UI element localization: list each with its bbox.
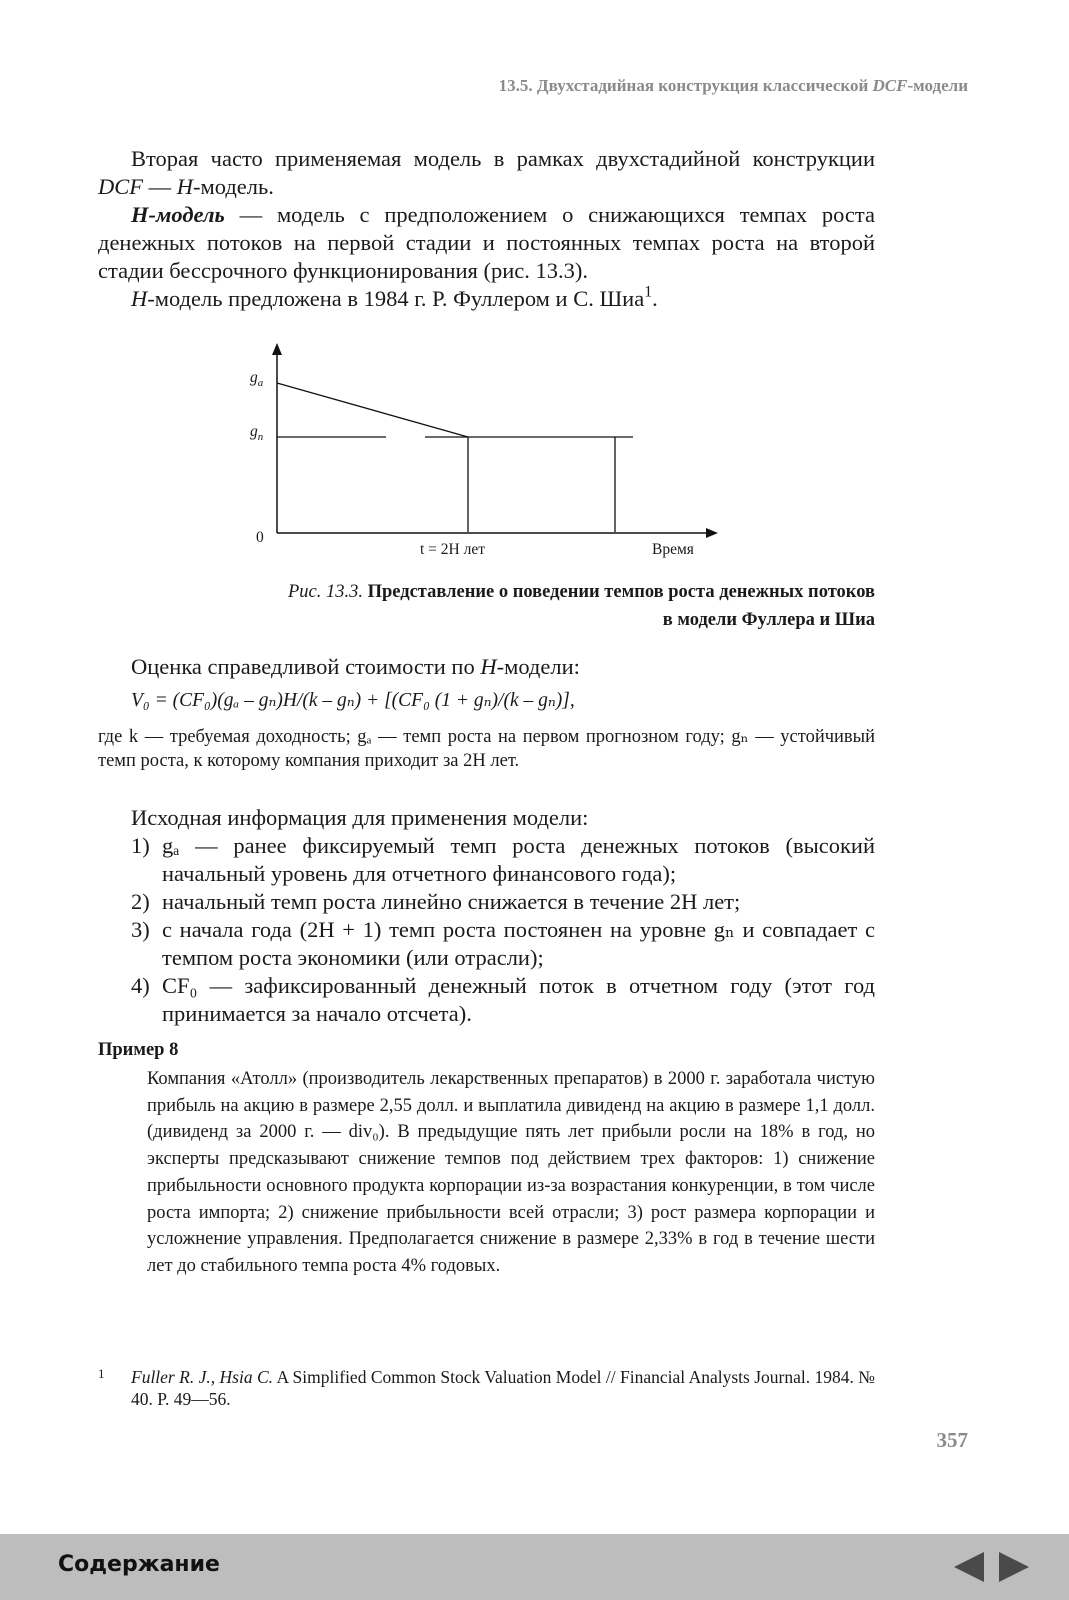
footnote-mark: 1 [98, 1366, 105, 1381]
origin-label: 0 [256, 529, 264, 546]
footnote-ref: 1 [644, 283, 653, 301]
formula-legend: где k — требуемая доходность; gₐ — темп роста на первом прогнозном году; gₙ — устойчивый темп роста, к которому компания приходит за 2H лет. [98, 727, 875, 771]
definition-term: H-модель [131, 202, 225, 227]
y-axis-arrow [272, 343, 282, 355]
text: -модель предложена в 1984 г. Р. Фуллером и С. Шиа [147, 286, 645, 311]
text: Вторая часто применяемая модель в рамках двухстадийной конструкции [131, 146, 875, 171]
triangle-right-icon [997, 1551, 1031, 1583]
list-item [98, 888, 875, 916]
history-paragraph [98, 285, 875, 313]
gn-label [250, 423, 263, 441]
list-item [98, 972, 875, 1028]
text-em: H [480, 654, 497, 679]
figure-caption [98, 578, 875, 634]
list-text: CF₀ — зафиксированный денежный поток в отчетном году (этот год принимается за начало отсчета). [162, 973, 875, 1026]
inputs-section [98, 804, 875, 1028]
caption-line-1: Представление о поведении темпов роста денежных потоков [362, 582, 875, 602]
text: Оценка справедливой стоимости по [131, 654, 481, 679]
valuation-section [98, 653, 875, 773]
running-title-suffix: -модели [907, 76, 968, 95]
list-item [98, 832, 875, 888]
caption-prefix: Рис. 13.3. [287, 582, 363, 602]
page-number: 357 [936, 1428, 968, 1452]
definition-text: — модель с предположением о снижающихся темпах роста денежных потоков на первой стадии и постоянных темпах роста на второй стадии бессрочного функционирования (рис. 13.3). [98, 202, 875, 283]
table-of-contents-link[interactable]: Содержание [58, 1552, 220, 1577]
list-text: с начала года (2H + 1) темп роста постоянен на уровне gₙ и совпадает с темпом роста экономики (или отрасли); [162, 917, 875, 970]
triangle-left-icon [952, 1551, 986, 1583]
list-number: 2) [131, 889, 150, 914]
time-axis-label: Время [652, 541, 694, 558]
text: — [143, 174, 177, 199]
running-title-dcf: DCF [872, 76, 908, 95]
footnote-text: A Simplified Common Stock Valuation Model // Financial Analysts Journal. 1984. № 40. P. 49—56. [131, 1367, 876, 1409]
list-text: начальный темп роста линейно снижается в течение 2H лет; [162, 889, 741, 914]
text: . [652, 286, 658, 311]
text-em: DCF [98, 174, 143, 199]
text: -модель. [193, 174, 274, 199]
definition-paragraph [98, 201, 875, 285]
list-item [98, 916, 875, 972]
list-number: 1) [131, 833, 150, 858]
intro-paragraph [98, 145, 875, 313]
ga-symbol: g [250, 369, 258, 386]
running-title [0, 76, 968, 96]
growth-diagram [240, 343, 730, 573]
text-em: H [176, 174, 193, 199]
footnote [98, 1366, 875, 1410]
inputs-intro: Исходная информация для применения модели: [131, 805, 589, 830]
previous-page-button[interactable] [952, 1551, 986, 1583]
gn-subscript: n [257, 430, 264, 443]
h-model-formula: V₀ = (CF₀)(gₐ – gₙ)H/(k – gₙ) + [(CF₀ (1 + gₙ)/(k – gₙ)], [131, 690, 575, 711]
valuation-intro [98, 653, 875, 681]
caption-line-2: в модели Фуллера и Шиа [662, 610, 875, 630]
figure-13-3 [240, 343, 730, 573]
list-number: 3) [131, 917, 150, 942]
bottom-navigation-bar [0, 1534, 1069, 1600]
ga-subscript: a [257, 376, 264, 389]
footnote-authors: Fuller R. J., Hsia C. [131, 1367, 274, 1387]
gn-symbol: g [250, 423, 258, 440]
running-title-prefix: 13.5. Двухстадийная конструкция классической [498, 76, 873, 95]
text: -модели: [496, 654, 580, 679]
x-axis-arrow [706, 528, 718, 538]
declining-growth-line [277, 383, 468, 437]
t-2h-label: t = 2H лет [420, 541, 486, 558]
example-body: Компания «Атолл» (производитель лекарственных препаратов) в 2000 г. заработала чистую прибыль на акцию в размере 2,55 долл. и выплатила дивиденд на акцию в размере 1,1 долл. (дивиденд за 2000 г. — div₀). В предыдущие пять лет прибыли росли на 18% в год, но эксперты предсказывают снижение темпов под действием трех факторов: 1) снижение прибыльности основного продукта корпорации из-за возрастания конкуренции, в том числе роста импорта; 2) снижение прибыльности всей отрасли; 3) рост размера корпорации и усложнение управления. Предполагается снижение в размере 2,33% в год в течение шести лет до стабильного темпа роста 4% годовых. [147, 1069, 875, 1276]
ga-label [250, 369, 263, 387]
list-number: 4) [131, 973, 150, 998]
text-em: H [131, 286, 148, 311]
next-page-button[interactable] [997, 1551, 1031, 1583]
inputs-list [98, 832, 875, 1028]
list-text: gₐ — ранее фиксируемый темп роста денежных потоков (высокий начальный уровень для отчетного финансового года); [162, 833, 875, 886]
example-title: Пример 8 [98, 1040, 179, 1060]
